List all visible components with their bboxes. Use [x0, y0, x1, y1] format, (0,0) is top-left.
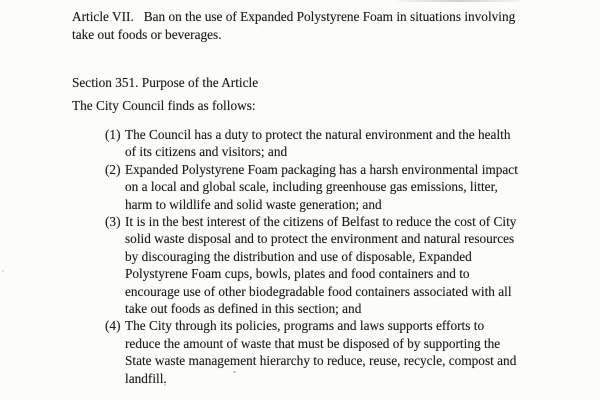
- finding-3-line-5: encourage use of other biodegradable food containers associated with all: [125, 283, 512, 299]
- finding-number-4: (4): [105, 318, 121, 334]
- finding-1-line-1: The Council has a duty to protect the natural environment and the health: [125, 127, 511, 142]
- finding-item-4: [72, 317, 564, 387]
- finding-3-line-4: Polystyrene Foam cups, bowls, plates and food containers and to: [125, 266, 470, 282]
- finding-3-line-2: solid waste disposal and to protect the environment and natural resources: [125, 231, 515, 247]
- finding-3-line-1: It is in the best interest of the citizens of Belfast to reduce the cost of City: [125, 214, 517, 230]
- finding-number-2: (2): [105, 161, 121, 177]
- findings-list: [72, 126, 564, 387]
- intro-text: The City Council finds as follows:: [72, 98, 256, 113]
- finding-3-line-6: take out foods as defined in this section; and: [125, 301, 362, 317]
- finding-3-line-3: by discouraging the distribution and use of disposable, Expanded: [125, 248, 472, 264]
- finding-item-2: [72, 161, 564, 213]
- finding-1-line-2: of its citizens and visitors; and: [125, 144, 288, 160]
- scan-speck-2: [164, 384, 166, 386]
- section-heading: Section 351. Purpose of the Article: [72, 75, 259, 90]
- scan-speck-1: [233, 371, 236, 373]
- finding-number-1: (1): [105, 127, 121, 142]
- article-heading-line-1: Article VII. Ban on the use of Expanded Polystyrene Foam in situations involving: [72, 9, 516, 24]
- article-heading: [72, 8, 564, 44]
- finding-4-line-3: State waste management hierarchy to reduce, reuse, recycle, compost and: [125, 353, 517, 369]
- scan-artifact-streak: [398, 0, 520, 2]
- finding-number-3: (3): [105, 214, 121, 230]
- finding-4-line-4: landfill.: [125, 370, 167, 386]
- finding-4-line-1: The City through its policies, programs and laws supports efforts to: [125, 318, 485, 334]
- finding-4-line-2: reduce the amount of waste that must be disposed of by supporting the: [125, 335, 501, 351]
- document-content: [72, 8, 564, 387]
- article-heading-line-2: take out foods or beverages.: [72, 27, 222, 42]
- finding-2-line-3: harm to wildlife and solid waste generation; and: [125, 196, 382, 212]
- finding-item-3: [72, 213, 564, 317]
- finding-2-line-1: Expanded Polystyrene Foam packaging has a harsh environmental impact: [125, 161, 518, 177]
- finding-2-line-2: on a local and global scale, including greenhouse gas emissions, litter,: [125, 179, 498, 195]
- scan-speck-3: [2, 270, 4, 272]
- finding-item-1: [72, 126, 564, 161]
